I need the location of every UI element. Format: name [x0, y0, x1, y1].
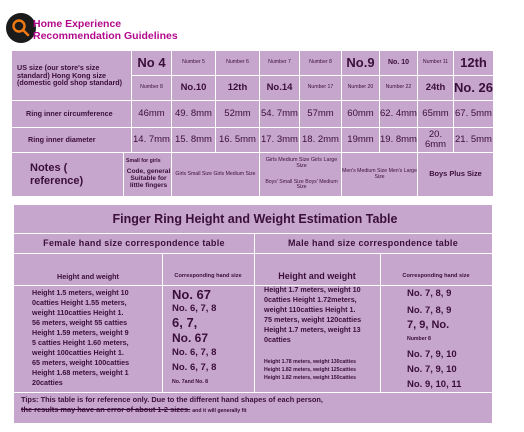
circumference-value: 49. 8mm [172, 101, 216, 128]
header-title: Home Experience [33, 18, 122, 30]
male-height-weight-header: Height and weight [278, 271, 356, 281]
hk-size-cell: 24th [418, 76, 454, 101]
male-table-title: Male hand size correspondence table [287, 238, 459, 248]
diameter-value: 16. 5mm [216, 128, 260, 153]
female-desc-line: 5 catties Height 1.60 meters, [32, 338, 129, 347]
hk-size-cell: 12th [216, 76, 260, 101]
tips-note [21, 395, 461, 416]
male-desc-line: 0catties [264, 335, 291, 344]
female-height-weight-list [32, 288, 129, 388]
hk-size-cell: No.10 [172, 76, 216, 101]
divider [14, 392, 492, 393]
hk-size-cell: No. 26 [454, 76, 494, 101]
diameter-value: 20. 6mm [418, 128, 454, 153]
female-desc-line: weight 110catties Height 1. [32, 308, 124, 317]
us-size-cell: Number 5 [172, 51, 216, 76]
hk-size-cell: Number 8 [132, 76, 172, 101]
female-desc-line: 20catties [32, 378, 63, 387]
diameter-value: 19. 8mm [380, 128, 418, 153]
page-header [2, 13, 302, 45]
us-size-cell: Number 8 [300, 51, 342, 76]
female-desc-line: weight 100catties Height 1. [32, 348, 124, 357]
note-girls-boys [260, 153, 342, 197]
note-boys-small-medium: Boys' Small Size Boys' Medium Size [265, 178, 338, 191]
divider [254, 233, 255, 393]
us-size-cell: Number 7 [260, 51, 300, 76]
note-small-girls-top: Small for girls [126, 158, 161, 165]
circumference-value: 54. 7mm [260, 101, 300, 128]
female-height-weight-header: Height and weight [57, 271, 119, 281]
diameter-value: 18. 2mm [300, 128, 342, 153]
search-icon [6, 13, 36, 43]
female-size: 6, 7, [172, 315, 198, 330]
male-size: No. 7, 8, 9 [407, 305, 452, 316]
male-size: Number 8 [407, 336, 431, 342]
estimation-table [12, 203, 494, 425]
us-size-label: US size (our store's size standard) Hong Kong size [17, 62, 107, 80]
male-size: No. 9, 10, 11 [407, 379, 462, 390]
estimation-title: Finger Ring Height and Weight Estimation Table [112, 212, 398, 226]
us-size-cell: Number 11 [418, 51, 454, 76]
circumference-value: 60mm [342, 101, 380, 128]
male-size: No. 7, 9, 10 [407, 349, 457, 360]
female-desc-line: Height 1.5 meters, weight 10 [32, 288, 129, 297]
female-table-title: Female hand size correspondence table [43, 238, 225, 248]
hk-size-label: (domestic gold shop standard) [17, 78, 123, 88]
diameter-value: 14. 7mm [132, 128, 172, 153]
male-desc-line: 0catties Height 1.72meters, [264, 295, 357, 304]
tips-error-text: the results may have an error of about 1-2 sizes. [21, 405, 191, 414]
male-hand-size-header: Corresponding hand size [402, 273, 470, 279]
male-desc-line: Height 1.7 meters, weight 10 [264, 285, 361, 294]
hk-size-cell: No.14 [260, 76, 300, 101]
ring-size-table [12, 51, 494, 197]
diameter-label: Ring inner diameter [12, 128, 132, 153]
us-size-cell: 12th [454, 51, 494, 76]
diameter-value: 17. 3mm [260, 128, 300, 153]
note-men-medium-large: Men's Medium Size Men's Large Size [342, 153, 418, 197]
male-height-weight-list [264, 285, 361, 345]
us-size-cell: No 4 [132, 51, 172, 76]
hk-size-cell: Number 17 [300, 76, 342, 101]
note-girls-small-medium: Girls Small Size Girls Medium Size [172, 153, 260, 197]
female-desc-line: 0catties Height 1.55 meters, [32, 298, 127, 307]
male-desc-line: Height 1.78 meters, weight 130catties [264, 359, 356, 365]
female-size: No. 67 [172, 331, 209, 345]
female-size: No. 7and No. 8 [172, 379, 209, 385]
us-size-cell: Number 6 [216, 51, 260, 76]
male-size: 7, 9, No. [407, 319, 450, 331]
male-size: No. 7, 8, 9 [407, 288, 452, 299]
female-desc-line: 56 meters, weight 55 catties [32, 318, 128, 327]
circumference-value: 46mm [132, 101, 172, 128]
divider [14, 233, 492, 234]
tips-line: Tips: This table is for reference only. Due to the different hand shapes of each person, [21, 395, 323, 404]
hk-size-cell: Number 22 [380, 76, 418, 101]
female-desc-line: Height 1.59 meters, weight 9 [32, 328, 129, 337]
male-desc-line: Height 1.82 meters, weight 125catties [264, 367, 356, 373]
male-desc-line: 75 meters, weight 120catties [264, 315, 362, 324]
note-boys-plus: Boys Plus Size [418, 153, 494, 197]
male-desc-line: weight 110catties Height 1. [264, 305, 356, 314]
note-small-girls [124, 153, 172, 197]
circumference-value: 67. 5mm [454, 101, 494, 128]
diameter-value: 19mm [342, 128, 380, 153]
female-desc-line: 65 meters, weight 100catties [32, 358, 130, 367]
us-size-cell: No.9 [342, 51, 380, 76]
circumference-value: 52mm [216, 101, 260, 128]
male-desc-line: Height 1.82 meters, weight 150catties [264, 375, 356, 381]
diameter-value: 21. 5mm [454, 128, 494, 153]
note-girls-medium-large: Girls Medium Size Girls Large Size [265, 156, 338, 169]
female-size: No. 6, 7, 8 [172, 347, 217, 358]
female-size: No. 67 [172, 287, 212, 302]
note-small-girls-bottom: Code, general Suitable for little fingers [126, 167, 171, 190]
divider [14, 285, 492, 286]
header-subtitle: Recommendation Guidelines [33, 30, 178, 42]
male-height-weight-list-small [264, 358, 356, 382]
circumference-label: Ring inner circumference [12, 101, 132, 128]
us-size-cell: No. 10 [380, 51, 418, 76]
tips-line [21, 405, 461, 416]
female-size: No. 6, 7, 8 [172, 362, 217, 373]
female-desc-line: Height 1.68 meters, weight 1 [32, 368, 129, 377]
male-desc-line: Height 1.7 meters, weight 13 [264, 325, 361, 334]
size-standard-label [12, 51, 132, 101]
male-size: No. 7, 9, 10 [407, 364, 457, 375]
female-hand-size-header: Corresponding hand size [174, 273, 242, 279]
tips-fit-text: and it will generally fit [192, 408, 247, 414]
hk-size-cell: Number 20 [342, 76, 380, 101]
circumference-value: 57mm [300, 101, 342, 128]
diameter-value: 15. 8mm [172, 128, 216, 153]
circumference-value: 65mm [418, 101, 454, 128]
circumference-value: 62. 4mm [380, 101, 418, 128]
divider [14, 253, 492, 254]
female-size: No. 6, 7, 8 [172, 303, 217, 314]
notes-label: Notes ( reference) [12, 153, 124, 197]
